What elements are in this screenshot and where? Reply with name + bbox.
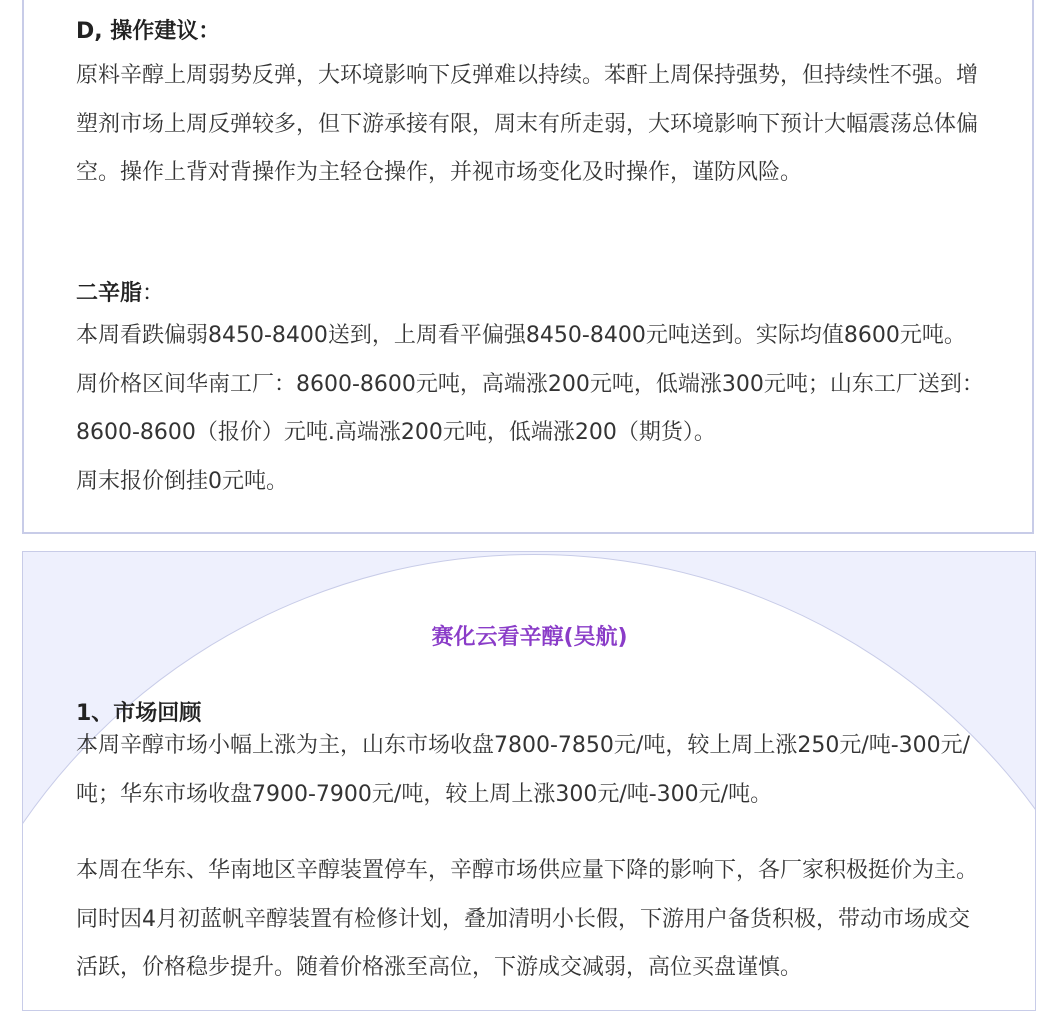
dop-heading: 二辛脂	[76, 281, 143, 306]
market-analysis-paragraph: 本周在华东、华南地区辛醇装置停车，辛醇市场供应量下降的影响下，各厂家积极挺价为主。同时因4月初蓝帆辛醇装置有检修计划，叠加清明小长假，下游用户备货积极，带动市场成交活跃，价格稳步提升。随着价格涨至高位，下游成交减弱，高位买盘谨慎。	[76, 858, 979, 980]
operation-advice-paragraph	[76, 52, 986, 198]
market-review-block	[76, 722, 986, 993]
dop-quote-paragraph: 周末报价倒挂0元吨。	[76, 468, 288, 494]
market-review-heading: 1、市场回顾	[76, 701, 202, 726]
dop-heading-colon: ：	[142, 281, 165, 306]
operation-advice-text: 原料辛醇上周弱势反弹，大环境影响下反弹难以持续。苯酐上周保持强势，但持续性不强。增塑剂市场上周反弹较多，但下游承接有限，周末有所走弱，大环境影响下预计大幅震荡总体偏空。操作上背对背操作为主轻仓操作，并视市场变化及时操作，谨防风险。	[76, 63, 979, 185]
octanol-section-title: 赛化云看辛醇(吴航)	[431, 625, 628, 650]
dop-heading-row	[76, 276, 164, 307]
dop-price-paragraph: 本周看跌偏弱8450-8400送到，上周看平偏强8450-8400元吨送到。实际均值8600元吨。周价格区间华南工厂：8600-8600元吨，高端涨200元吨，低端涨300元吨；山东工厂送到：8600-8600（报价）元吨.高端涨200元吨，低端涨200（期货）。	[76, 323, 984, 445]
operation-advice-heading: D, 操作建议：	[76, 19, 221, 44]
market-review-paragraph: 本周辛醇市场小幅上涨为主，山东市场收盘7800-7850元/吨，较上周上涨250元/吨-300元/吨；华东市场收盘7900-7900元/吨，较上周上涨300元/吨-300元/吨。	[76, 733, 971, 807]
dop-paragraph-block	[76, 312, 986, 506]
